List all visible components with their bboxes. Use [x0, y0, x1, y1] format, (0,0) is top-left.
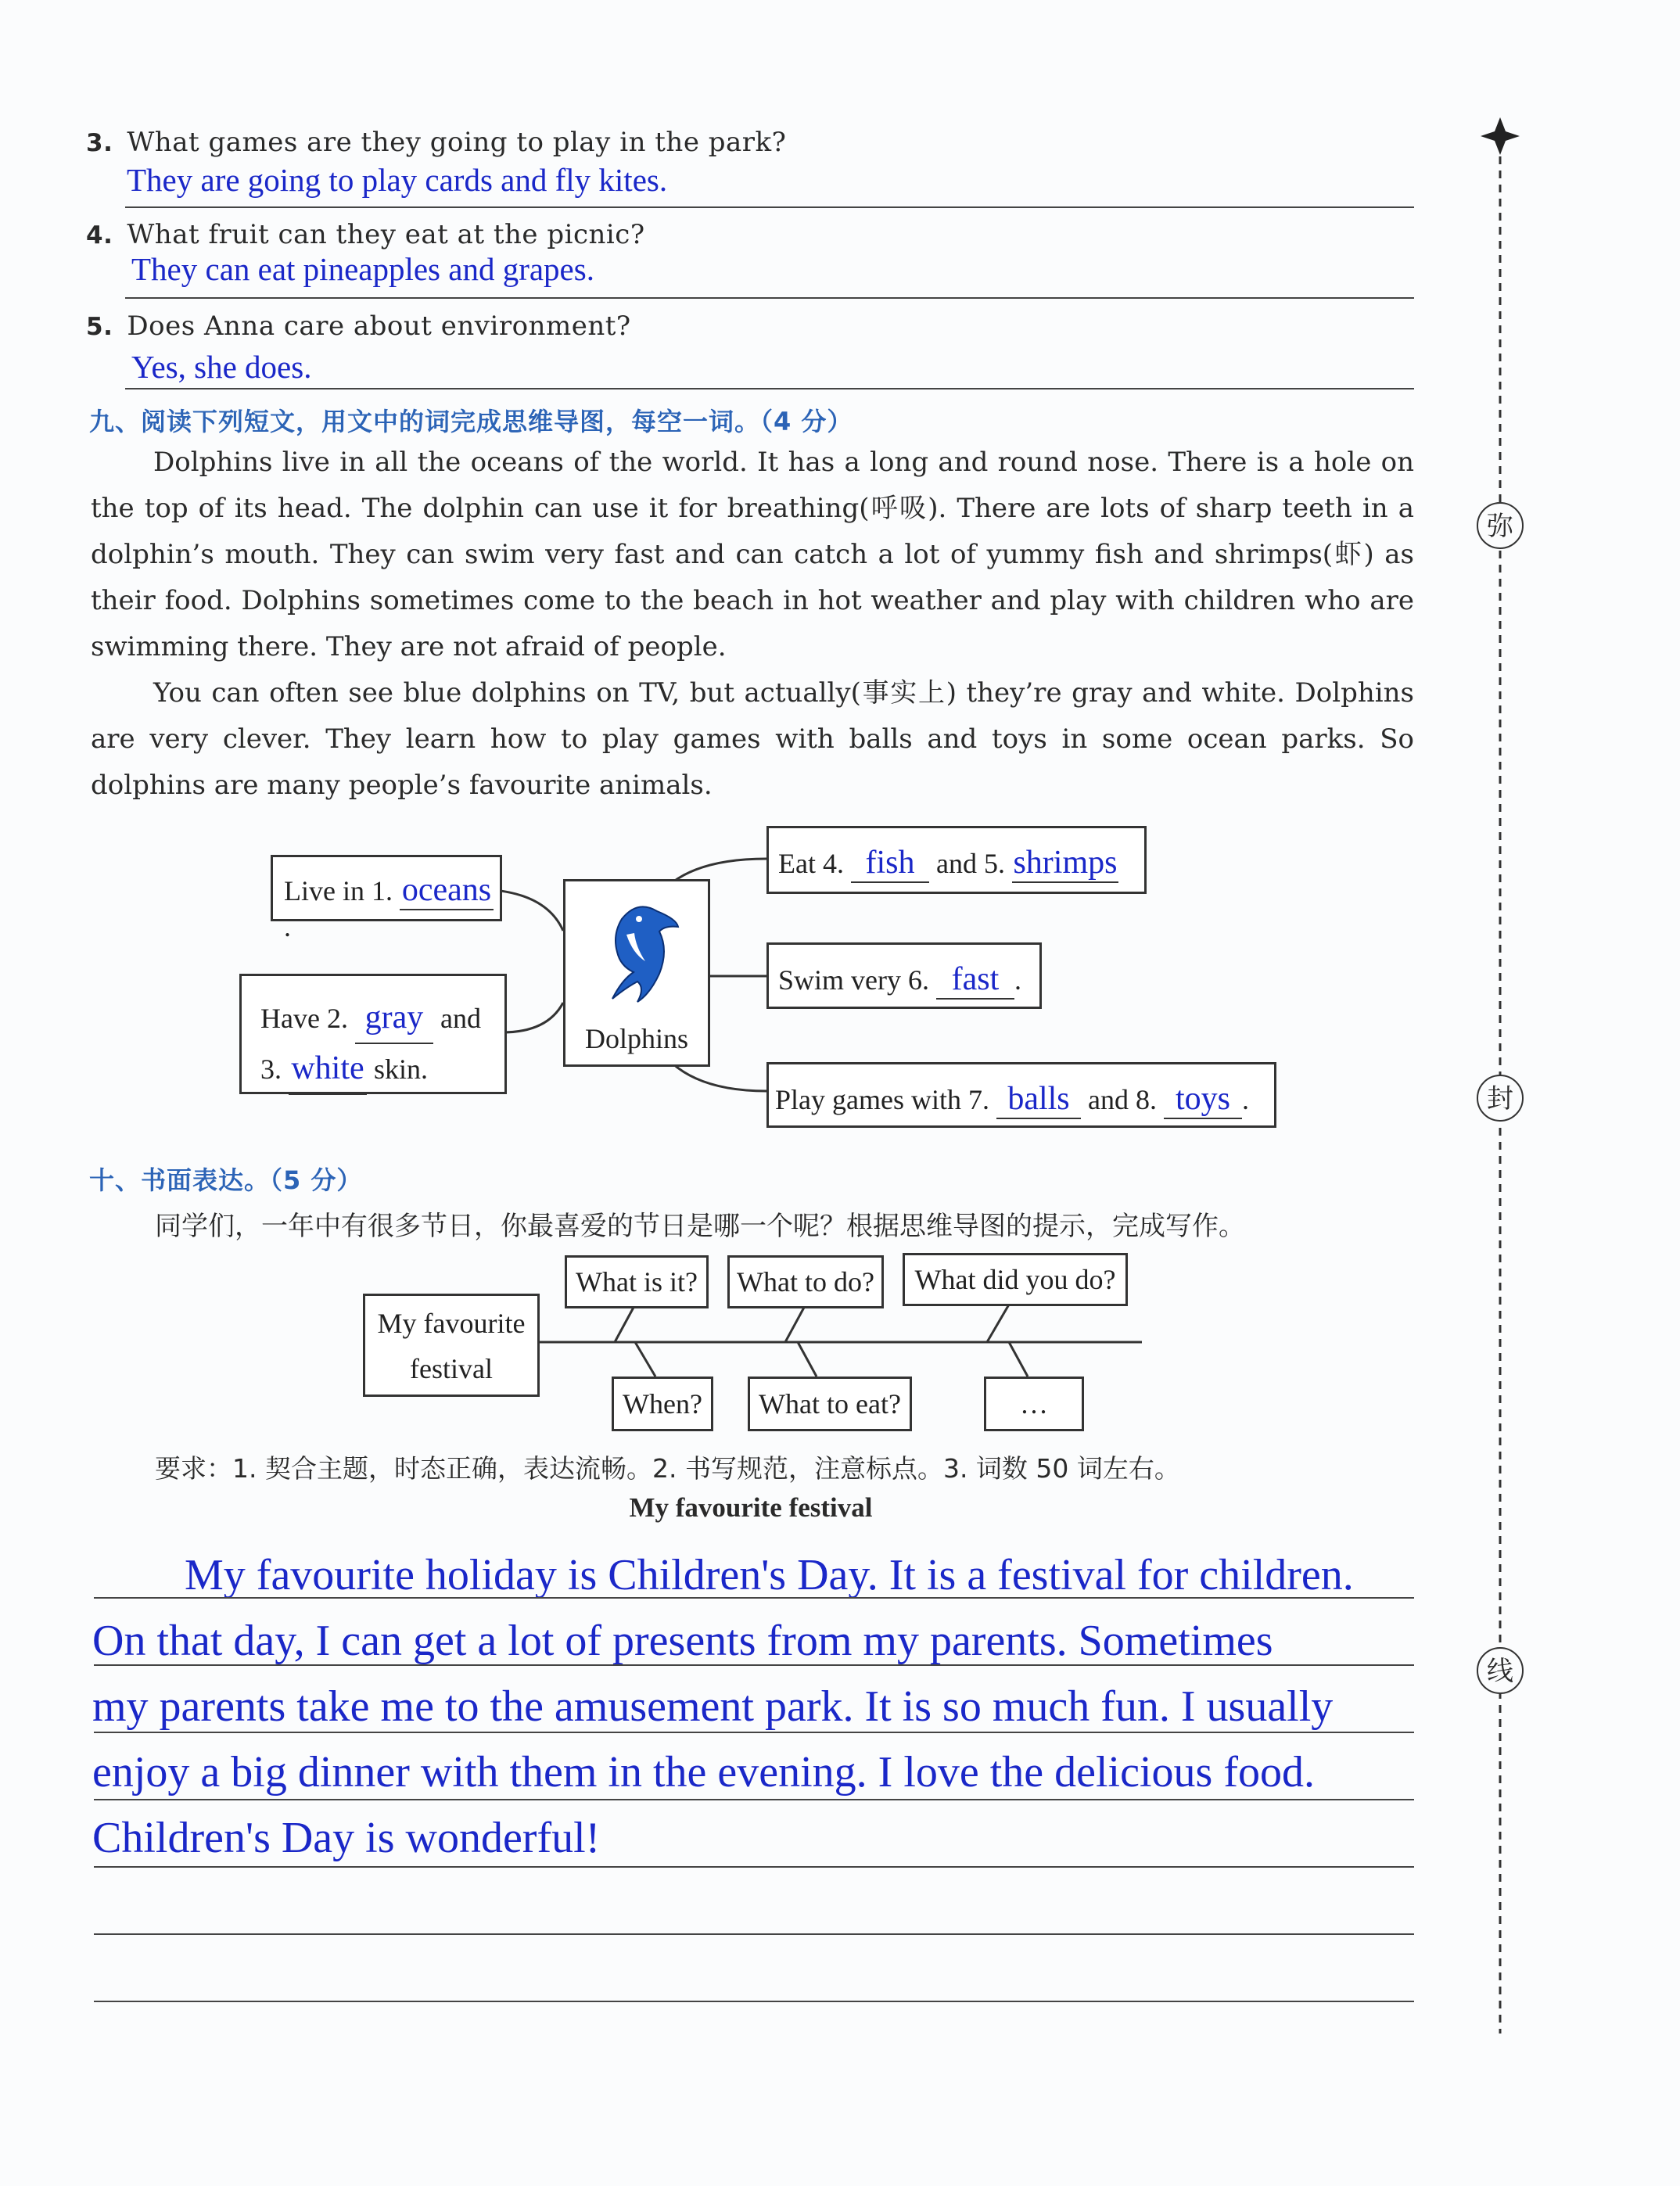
writing-line: [94, 1732, 1414, 1733]
question-number: 5.: [86, 313, 113, 341]
box-label: Have 2.: [260, 1003, 348, 1034]
question-text: What games are they going to play in the park?: [127, 127, 787, 158]
answer-3: They are going to play cards and fly kites.: [127, 162, 668, 198]
answer-4: They can eat pineapples and grapes.: [131, 251, 594, 287]
connector-line: [673, 1064, 766, 1091]
question-number: 4.: [86, 221, 113, 249]
mindmap-live-box: [271, 855, 502, 942]
connector-line: [502, 1003, 563, 1032]
mindmap-center-box: [563, 879, 710, 1067]
box-label: 3.: [260, 1054, 282, 1085]
essay-line-1: My favourite holiday is Children's Day. It is a festival for children.: [185, 1551, 1354, 1599]
margin-seal-char: 封: [1477, 1075, 1524, 1122]
question-number: 3.: [86, 129, 113, 157]
writing-line: [94, 1933, 1414, 1935]
essay-title: My favourite festival: [629, 1492, 873, 1523]
mindmap-have-box: [239, 974, 507, 1094]
diagram-box-what-did-you-do: What did you do?: [903, 1253, 1128, 1306]
mindmap-swim-box: [766, 942, 1042, 1009]
mindmap-play-box: [766, 1062, 1276, 1128]
diagram-branch: [785, 1305, 806, 1342]
box-label: Play games with 7.: [775, 1084, 989, 1115]
mindmap-eat-box: [766, 826, 1147, 894]
period: .: [1241, 1084, 1249, 1115]
blank-answer: balls: [1007, 1081, 1070, 1117]
diagram-box-what-to-eat: What to eat?: [748, 1377, 912, 1431]
writing-line: [94, 1664, 1414, 1666]
diagram-branch: [635, 1342, 655, 1377]
box-label: skin.: [374, 1054, 429, 1085]
diagram-box-what-to-do: What to do?: [727, 1255, 884, 1308]
writing-instruction: 同学们，一年中有很多节日，你最喜爱的节日是哪一个呢？根据思维导图的提示，完成写作。: [155, 1211, 1245, 1242]
diagram-main-line: festival: [410, 1353, 493, 1384]
diagram-branch: [798, 1342, 817, 1377]
blank-7: [996, 1080, 1081, 1119]
diagram-main-line: My favourite: [377, 1308, 526, 1339]
box-label: Swim very 6.: [778, 964, 929, 996]
answer-5: Yes, she does.: [131, 349, 312, 385]
box-label: and: [440, 1003, 481, 1034]
box-label: Eat 4.: [778, 848, 844, 879]
blank-2: [355, 993, 433, 1044]
blank-8: [1164, 1080, 1242, 1119]
blank-5: [1012, 844, 1118, 883]
diagram-branch: [615, 1305, 635, 1342]
box-label: and 8.: [1087, 1084, 1157, 1115]
dolphin-icon: [591, 896, 684, 1013]
passage-paragraph-1: Dolphins live in all the oceans of the world. It has a long and round nose. There is a hole on the top of its head. The dolphin can use it for breathing(呼吸). There are lots of sharp teeth in a dolphin’s mouth. They can swim very fast and can catch a lot of yummy fish and shrimps(虾) as their food. Dolphins sometimes come to the beach in hot weather and play with children who are swimming there. They are not afraid of people.: [91, 447, 1414, 662]
period: .: [1014, 964, 1021, 996]
period: .: [284, 911, 291, 942]
blank-4: [851, 844, 929, 883]
margin-seal-char: 线: [1477, 1647, 1524, 1694]
blank-answer: gray: [364, 1000, 424, 1036]
essay-line-5: Children's Day is wonderful!: [92, 1814, 601, 1862]
question-text: Does Anna care about environment?: [127, 310, 631, 342]
box-label: Live in 1.: [284, 875, 393, 906]
diagram-box-when: When?: [612, 1377, 713, 1431]
essay-line-3: my parents take me to the amusement park. It is so much fun. I usually: [92, 1682, 1334, 1731]
blank-3: [289, 1044, 367, 1095]
connector-line: [494, 890, 563, 931]
star-icon: [1481, 117, 1520, 155]
blank-answer: toys: [1175, 1081, 1230, 1117]
blank-answer: fast: [951, 961, 1000, 997]
writing-line: [94, 1866, 1414, 1868]
blank-answer: oceans: [401, 872, 492, 908]
essay-line-2: On that day, I can get a lot of presents from my parents. Sometimes: [92, 1617, 1273, 1665]
center-label: Dolphins: [584, 1023, 688, 1054]
section-10-heading: 十、书面表达。（5 分）: [89, 1165, 363, 1195]
diagram-branch: [1009, 1342, 1028, 1377]
writing-line: [94, 1597, 1414, 1599]
question-text: What fruit can they eat at the picnic?: [127, 219, 645, 250]
diagram-branch: [987, 1305, 1009, 1342]
writing-requirements: 要求：1. 契合主题，时态正确，表达流畅。2. 书写规范，注意标点。3. 词数 50 词左右。: [155, 1453, 1180, 1484]
section-9-heading: 九、阅读下列短文，用文中的词完成思维导图，每空一词。（4 分）: [89, 407, 853, 436]
margin-seal-char: 弥: [1477, 502, 1524, 549]
passage-paragraph-2: You can often see blue dolphins on TV, but actually(事实上) they’re gray and white. Dolphins are very clever. They learn how to play games with balls and toys in some ocean parks. So dolphins are many people’s favourite animals.: [91, 677, 1414, 801]
writing-line: [94, 1799, 1414, 1800]
writing-line: [94, 2001, 1414, 2002]
essay-line-4: enjoy a big dinner with them in the evening. I love the delicious food.: [92, 1748, 1315, 1797]
diagram-box-what-is-it: What is it?: [565, 1255, 709, 1308]
blank-answer: fish: [865, 845, 915, 881]
blank-6: [936, 960, 1014, 1000]
blank-1: [400, 871, 494, 910]
blank-answer: shrimps: [1013, 845, 1118, 881]
box-label: and 5.: [935, 848, 1005, 879]
blank-answer: white: [291, 1050, 364, 1086]
diagram-box-ellipsis: …: [984, 1377, 1084, 1431]
diagram-main-box: [363, 1294, 540, 1397]
